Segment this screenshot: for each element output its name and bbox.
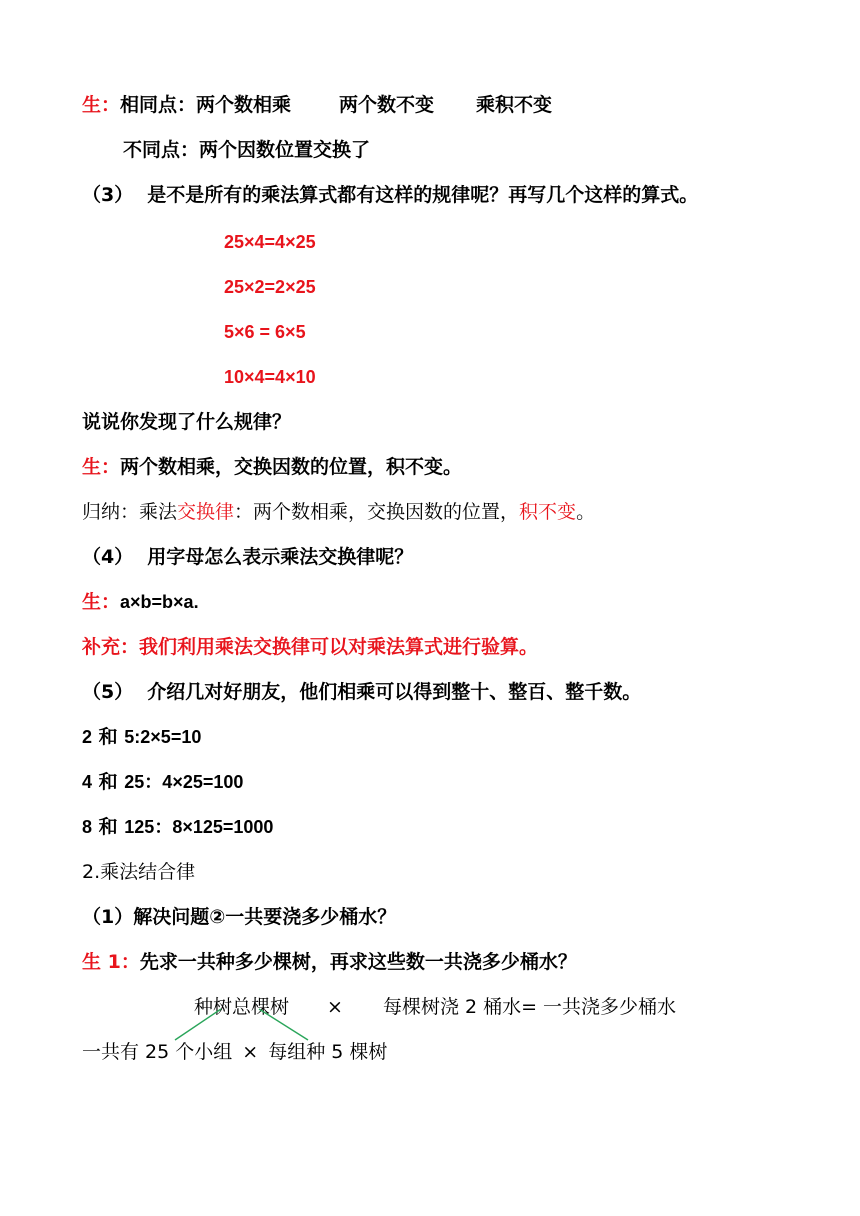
relation-times: × (327, 996, 343, 1018)
student-1-prefix: 生 1： (82, 951, 140, 973)
student-prefix: 生： (82, 94, 121, 116)
similarity-2: 两个数不变 (339, 94, 435, 116)
section-heading-text: 2.乘法结合律 (82, 861, 196, 883)
pair-b: 25：4×25=100 (124, 772, 244, 792)
pair-a: 4 (82, 772, 93, 792)
pair-he: 和 (98, 816, 118, 838)
supplement-text: 补充：我们利用乘法交换律可以对乘法算式进行验算。 (82, 636, 539, 658)
pair-he: 和 (98, 771, 118, 793)
summary-part-2: ：两个数相乘，交换因数的位置， (234, 501, 520, 523)
sub-relation-groups: 一共有 25 个小组 (82, 1041, 233, 1063)
question-5-text: 介绍几对好朋友，他们相乘可以得到整十、整百、整千数。 (147, 681, 642, 703)
prompt-rule-text: 说说你发现了什么规律？ (82, 411, 292, 433)
question-4-label: （4） (82, 546, 134, 568)
question-3-label: （3） (82, 184, 134, 206)
sub-relation-line (82, 1039, 387, 1065)
formula-text: a×b=b×a. (120, 592, 199, 612)
similarity-1: 相同点：两个数相乘 (120, 94, 292, 116)
connector-left (175, 1009, 221, 1040)
question-4-text: 用字母怎么表示乘法交换律呢？ (147, 546, 414, 568)
summary-part-3: 。 (576, 501, 596, 523)
student-prefix: 生： (82, 591, 121, 613)
student-1-text: 先求一共种多少棵树，再求这些数一共浇多少桶水？ (139, 951, 577, 973)
question-5-label: （5） (82, 681, 134, 703)
pair-b: 5:2×5=10 (124, 727, 202, 747)
equation-text: 25×2=2×25 (224, 277, 316, 297)
question-3-text: 是不是所有的乘法算式都有这样的规律呢？再写几个这样的算式。 (147, 184, 699, 206)
relation-water-per-tree: 每棵树浇 2 桶水= (382, 996, 538, 1018)
sub-relation-trees-per-group: 每组种 5 棵树 (268, 1041, 388, 1063)
question-1-text: （1）解决问题②一共要浇多少桶水？ (82, 906, 397, 928)
summary-highlight-1: 交换律 (177, 501, 235, 523)
equation-text: 10×4=4×10 (224, 367, 316, 387)
equation-text: 5×6 = 6×5 (224, 322, 306, 342)
equation-text: 25×4=4×25 (224, 232, 316, 252)
summary-highlight-2: 积不变 (519, 501, 577, 523)
relation-total-trees: 种树总棵树 (194, 996, 290, 1018)
pair-a: 8 (82, 817, 93, 837)
pair-a: 2 (82, 727, 93, 747)
relation-total-water: 一共浇多少桶水 (543, 996, 677, 1018)
pair-he: 和 (98, 726, 118, 748)
student-answer-text: 两个数相乘，交换因数的位置，积不变。 (120, 456, 463, 478)
student-prefix: 生： (82, 456, 121, 478)
difference-text: 不同点：两个因数位置交换了 (123, 139, 371, 161)
sub-relation-times: × (242, 1041, 259, 1063)
similarity-3: 乘积不变 (476, 94, 553, 116)
pair-b: 125：8×125=1000 (124, 817, 274, 837)
connector-right (259, 1009, 308, 1040)
summary-part-1: 归纳：乘法 (82, 501, 178, 523)
